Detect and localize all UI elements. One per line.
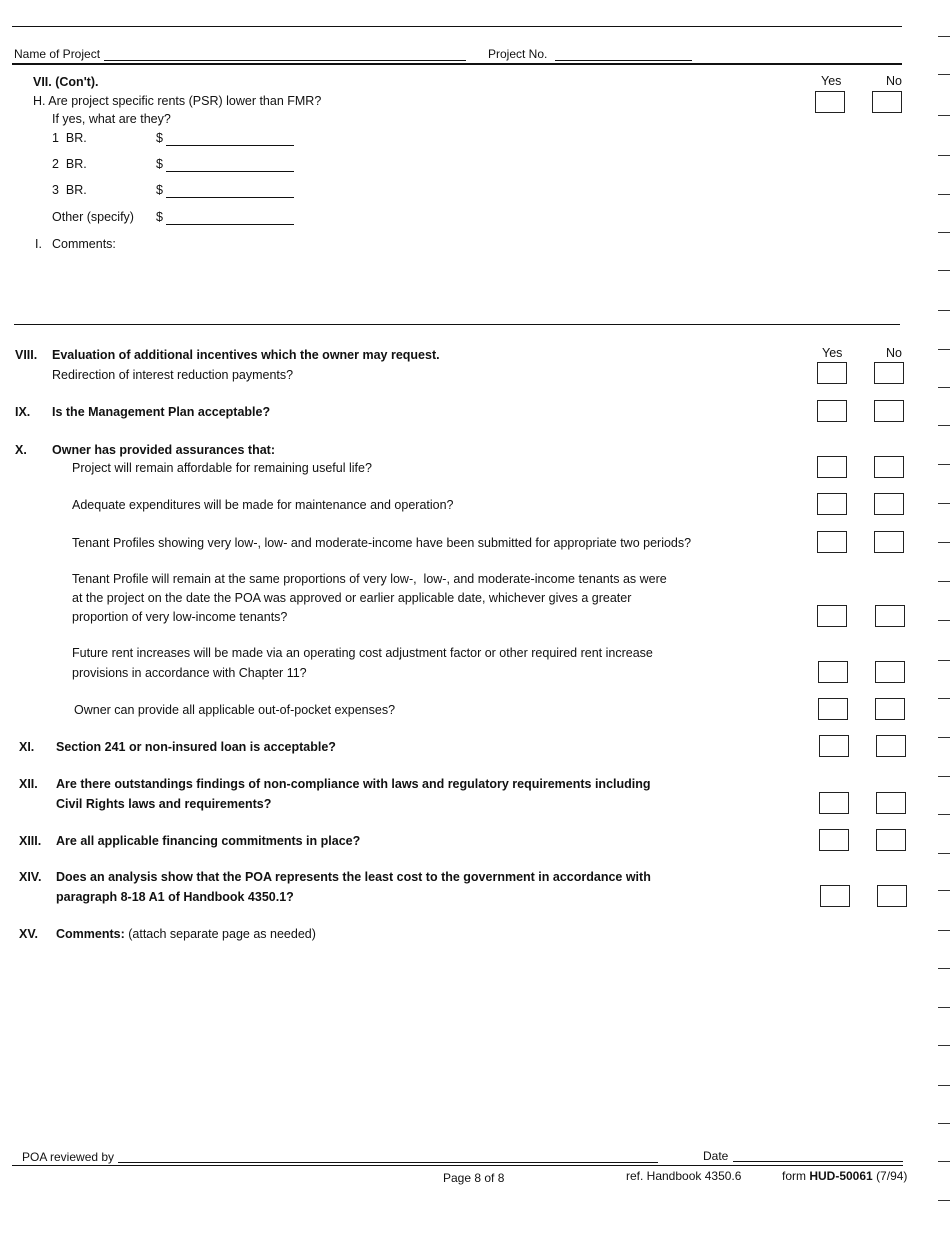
x-item-out-of-pocket: Owner can provide all applicable out-of-pocket expenses? — [74, 703, 396, 717]
no-column-label: No — [886, 74, 902, 88]
section-x-numeral: X. — [15, 443, 27, 457]
edge-tick — [938, 425, 950, 426]
footer-rule — [12, 1165, 903, 1166]
x-item-proportions-line2: at the project on the date the POA was approved or earlier applicable date, whichever gives a greater — [72, 591, 632, 605]
ix-no-checkbox[interactable] — [874, 400, 904, 422]
section-xv-text — [56, 927, 316, 941]
date-field[interactable] — [733, 1161, 903, 1162]
section-viii-heading: Evaluation of additional incentives which the owner may request. — [52, 348, 440, 362]
project-no-label: Project No. — [488, 47, 548, 61]
rent-1br-currency: $ — [156, 131, 163, 145]
edge-tick — [938, 1161, 950, 1162]
x-item-tenant-profiles: Tenant Profiles showing very low-, low- and moderate-income have been submitted for appropriate two periods? — [72, 536, 692, 550]
name-of-project-label: Name of Project — [14, 47, 101, 61]
edge-tick — [938, 698, 950, 699]
x-rent-increases-yes-checkbox[interactable] — [818, 661, 848, 683]
xii-no-checkbox[interactable] — [876, 792, 906, 814]
xiv-yes-checkbox[interactable] — [820, 885, 850, 907]
ix-yes-checkbox[interactable] — [817, 400, 847, 422]
edge-tick — [938, 232, 950, 233]
x-maintenance-no-checkbox[interactable] — [874, 493, 904, 515]
handbook-reference: ref. Handbook 4350.6 — [626, 1169, 742, 1183]
section-ix-numeral: IX. — [15, 405, 31, 419]
section-xiii-heading: Are all applicable financing commitments in place? — [56, 834, 361, 848]
viii-yes-checkbox[interactable] — [817, 362, 847, 384]
x-proportions-yes-checkbox[interactable] — [817, 605, 847, 627]
section-x-heading: Owner has provided assurances that: — [52, 443, 275, 457]
section-xv-numeral: XV. — [19, 927, 39, 941]
viii-no-checkbox[interactable] — [874, 362, 904, 384]
x-item-affordable: Project will remain affordable for remaining useful life? — [72, 461, 372, 475]
edge-tick — [938, 814, 950, 815]
section-divider — [14, 324, 900, 325]
edge-tick — [938, 349, 950, 350]
viii-no-column-label: No — [886, 346, 902, 360]
x-out-of-pocket-no-checkbox[interactable] — [875, 698, 905, 720]
section-xiv-line2: paragraph 8-18 A1 of Handbook 4350.1? — [56, 890, 294, 904]
edge-tick — [938, 776, 950, 777]
poa-reviewed-by-field[interactable] — [118, 1162, 658, 1163]
x-rent-increases-no-checkbox[interactable] — [875, 661, 905, 683]
edge-tick — [938, 1085, 950, 1086]
vii-h-yes-checkbox[interactable] — [815, 91, 845, 113]
x-out-of-pocket-yes-checkbox[interactable] — [818, 698, 848, 720]
x-maintenance-yes-checkbox[interactable] — [817, 493, 847, 515]
edge-tick — [938, 503, 950, 504]
form-id: HUD-50061 — [809, 1169, 873, 1183]
edge-tick — [938, 270, 950, 271]
edge-tick — [938, 542, 950, 543]
edge-tick — [938, 464, 950, 465]
edge-tick — [938, 387, 950, 388]
top-rule — [12, 26, 902, 27]
form-date: (7/94) — [876, 1169, 908, 1183]
rent-other-field[interactable] — [166, 224, 294, 225]
edge-tick — [938, 115, 950, 116]
name-of-project-field[interactable] — [104, 60, 466, 61]
edge-tick — [938, 1200, 950, 1201]
x-item-rent-increases-line2: provisions in accordance with Chapter 11? — [72, 666, 307, 680]
x-item-rent-increases-line1: Future rent increases will be made via an operating cost adjustment factor or other required rent increase — [72, 646, 653, 660]
edge-tick — [938, 968, 950, 969]
section-xiv-numeral: XIV. — [19, 870, 42, 884]
edge-tick — [938, 660, 950, 661]
section-viii-numeral: VIII. — [15, 348, 38, 362]
edge-tick — [938, 890, 950, 891]
rent-2br-label: 2 BR. — [52, 157, 87, 171]
section-xi-heading: Section 241 or non-insured loan is acceptable? — [56, 740, 336, 754]
xi-yes-checkbox[interactable] — [819, 735, 849, 757]
edge-tick — [938, 1007, 950, 1008]
section-xv-heading: Comments: — [56, 927, 125, 941]
x-tenant-profiles-no-checkbox[interactable] — [874, 531, 904, 553]
rent-3br-label: 3 BR. — [52, 183, 87, 197]
form-number — [782, 1169, 907, 1183]
page-number: Page 8 of 8 — [443, 1171, 505, 1185]
section-xii-numeral: XII. — [19, 777, 38, 791]
rent-other-label: Other (specify) — [52, 210, 134, 224]
section-xii-line1: Are there outstandings findings of non-compliance with laws and regulatory requirements including — [56, 777, 651, 791]
x-item-proportions-line1: Tenant Profile will remain at the same proportions of very low-, low-, and moderate-income tenants as were — [72, 572, 667, 586]
edge-tick — [938, 1045, 950, 1046]
rent-3br-field[interactable] — [166, 197, 294, 198]
section-xv-note: (attach separate page as needed) — [128, 927, 316, 941]
xiv-no-checkbox[interactable] — [877, 885, 907, 907]
form-prefix: form — [782, 1169, 806, 1183]
x-item-maintenance: Adequate expenditures will be made for maintenance and operation? — [72, 498, 454, 512]
edge-tick — [938, 930, 950, 931]
x-affordable-yes-checkbox[interactable] — [817, 456, 847, 478]
edge-tick — [938, 155, 950, 156]
rent-other-currency: $ — [156, 210, 163, 224]
xiii-no-checkbox[interactable] — [876, 829, 906, 851]
edge-tick — [938, 74, 950, 75]
section-xiv-line1: Does an analysis show that the POA represents the least cost to the government in accordance with — [56, 870, 651, 884]
section-vii-i-text: Comments: — [52, 237, 116, 251]
rent-3br-currency: $ — [156, 183, 163, 197]
poa-reviewed-by-label: POA reviewed by — [22, 1150, 115, 1164]
viii-yes-column-label: Yes — [822, 346, 843, 360]
rent-2br-currency: $ — [156, 157, 163, 171]
header-rule — [12, 63, 902, 65]
edge-tick — [938, 737, 950, 738]
section-ix-heading: Is the Management Plan acceptable? — [52, 405, 271, 419]
vii-h-no-checkbox[interactable] — [872, 91, 902, 113]
yes-column-label: Yes — [821, 74, 842, 88]
section-xii-line2: Civil Rights laws and requirements? — [56, 797, 272, 811]
xiii-yes-checkbox[interactable] — [819, 829, 849, 851]
edge-tick — [938, 36, 950, 37]
x-affordable-no-checkbox[interactable] — [874, 456, 904, 478]
rent-1br-field[interactable] — [166, 145, 294, 146]
edge-tick — [938, 581, 950, 582]
rent-1br-label: 1 BR. — [52, 131, 87, 145]
x-proportions-no-checkbox[interactable] — [875, 605, 905, 627]
section-vii-heading: VII. (Con't). — [33, 75, 99, 89]
section-xi-numeral: XI. — [19, 740, 35, 754]
project-no-field[interactable] — [555, 60, 692, 61]
section-vii-h-question: H. Are project specific rents (PSR) lower than FMR? — [33, 94, 322, 108]
section-viii-question: Redirection of interest reduction payments? — [52, 368, 294, 382]
section-xiii-numeral: XIII. — [19, 834, 42, 848]
edge-tick — [938, 1123, 950, 1124]
section-vii-if-yes: If yes, what are they? — [52, 112, 171, 126]
edge-tick — [938, 620, 950, 621]
x-tenant-profiles-yes-checkbox[interactable] — [817, 531, 847, 553]
edge-tick — [938, 194, 950, 195]
edge-tick — [938, 853, 950, 854]
date-label: Date — [703, 1149, 729, 1163]
rent-2br-field[interactable] — [166, 171, 294, 172]
edge-tick — [938, 310, 950, 311]
xi-no-checkbox[interactable] — [876, 735, 906, 757]
section-vii-i-label: I. — [35, 237, 42, 251]
xii-yes-checkbox[interactable] — [819, 792, 849, 814]
x-item-proportions-line3: proportion of very low-income tenants? — [72, 610, 288, 624]
